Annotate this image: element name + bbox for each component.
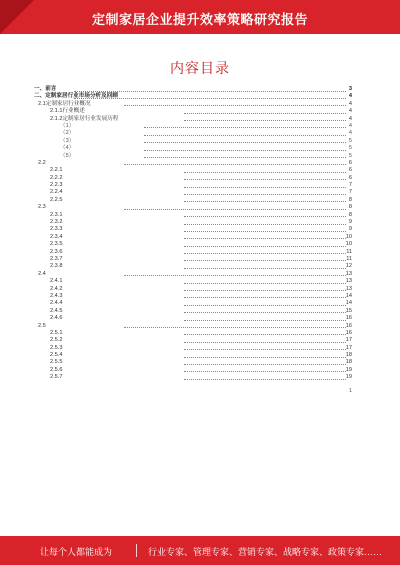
toc-entry-page: 9 — [348, 226, 352, 233]
toc-entry-page: 5 — [348, 152, 352, 159]
toc-entry-page: 7 — [348, 182, 352, 189]
toc-leader-dots — [184, 283, 346, 284]
toc-entry-page: 13 — [345, 270, 352, 277]
toc-entry-title: 前言 — [45, 86, 57, 92]
toc-leader-dots — [124, 209, 346, 210]
toc-entry-number: 2.5.2 — [50, 337, 63, 344]
toc-entry[interactable] — [34, 175, 352, 182]
toc-entry-number: （1） — [60, 122, 75, 129]
toc-entry-number: 2.4.2 — [50, 285, 63, 292]
toc-leader-dots — [144, 135, 346, 136]
toc-leader-dots — [74, 98, 346, 99]
toc-entry[interactable] — [34, 145, 352, 152]
toc-entry-page: 7 — [348, 189, 352, 196]
toc-leader-dots — [144, 142, 346, 143]
toc-entry[interactable] — [34, 130, 352, 137]
toc-entry-number: 2.2.5 — [50, 196, 63, 203]
toc-entry-page: 4 — [348, 130, 352, 137]
toc-entry[interactable] — [34, 352, 352, 359]
toc-leader-dots — [184, 253, 346, 254]
toc-entry[interactable] — [34, 330, 352, 337]
toc-entry-number: 2.4.4 — [50, 300, 63, 307]
toc-leader-dots — [144, 150, 346, 151]
toc-entry-number: 2.5 — [38, 322, 46, 329]
toc-entry-number: （2） — [60, 130, 75, 137]
toc-leader-dots — [184, 113, 346, 114]
toc-entry[interactable] — [34, 160, 352, 167]
toc-entry[interactable] — [34, 278, 352, 285]
toc-entry-number: 2.1 — [38, 100, 46, 107]
footer-banner — [0, 536, 400, 565]
toc-entry-page: 6 — [348, 159, 352, 166]
toc-entry-page: 10 — [345, 241, 352, 248]
footer-slogan: 让每个人都能成为 — [40, 547, 113, 557]
toc-entry[interactable] — [34, 167, 352, 174]
toc-leader-dots — [184, 357, 346, 358]
toc-entry-number: 2.5.1 — [50, 329, 63, 336]
toc-entry-number: 2.2.1 — [50, 167, 63, 174]
toc-entry-page: 13 — [345, 285, 352, 292]
toc-entry-number: 2.2.4 — [50, 189, 63, 196]
toc-entry-number: 2.3.1 — [50, 211, 63, 218]
toc-entry[interactable] — [34, 153, 352, 160]
toc-entry[interactable] — [34, 388, 352, 395]
toc-entry-page: 6 — [348, 167, 352, 174]
table-of-contents — [34, 86, 352, 395]
toc-entry[interactable] — [34, 374, 352, 381]
toc-entry[interactable] — [34, 337, 352, 344]
toc-entry-number: 2.5.6 — [50, 366, 63, 373]
toc-entry-page: 4 — [348, 115, 352, 122]
toc-entry-page: 4 — [348, 108, 352, 115]
toc-leader-dots — [184, 172, 346, 173]
toc-leader-dots — [184, 224, 346, 225]
toc-entry-number: 2.1.1 — [50, 108, 63, 115]
toc-entry-page: 1 — [348, 387, 352, 394]
toc-leader-dots — [124, 164, 346, 165]
toc-entry[interactable] — [34, 123, 352, 130]
toc-entry-page: 18 — [345, 359, 352, 366]
toc-leader-dots — [184, 349, 346, 350]
toc-entry-number: 2.5.3 — [50, 344, 63, 351]
toc-entry-number: 2.3.4 — [50, 233, 63, 240]
toc-entry[interactable] — [34, 189, 352, 196]
toc-entry[interactable] — [34, 256, 352, 263]
toc-entry-page: 16 — [345, 329, 352, 336]
toc-leader-dots — [144, 157, 346, 158]
toc-entry-page: 14 — [345, 292, 352, 299]
toc-leader-dots — [184, 364, 346, 365]
toc-leader-dots — [184, 179, 346, 180]
toc-entry[interactable] — [34, 108, 352, 115]
toc-leader-dots — [184, 312, 346, 313]
toc-entry[interactable] — [34, 293, 352, 300]
toc-heading: 内容目录 — [170, 60, 230, 76]
toc-entry-page: 18 — [345, 352, 352, 359]
toc-entry-number: 2.2 — [38, 159, 46, 166]
toc-leader-dots — [184, 379, 346, 380]
header-banner — [0, 0, 400, 34]
report-title: 定制家居企业提升效率策略研究报告 — [91, 12, 308, 27]
toc-entry[interactable] — [34, 315, 352, 322]
toc-entry-title: 行业概述 — [62, 108, 85, 115]
toc-entry-title: 定制家居行业概况 — [45, 100, 91, 107]
toc-entry-number: 2.2.2 — [50, 174, 63, 181]
toc-entry-page: 4 — [348, 122, 352, 129]
toc-entry-number: 2.3.2 — [50, 219, 63, 226]
toc-entry-page: 8 — [348, 211, 352, 218]
toc-entry-page: 19 — [345, 374, 352, 381]
toc-entry-number: （3） — [60, 137, 75, 144]
toc-entry[interactable] — [34, 138, 352, 145]
toc-entry[interactable] — [34, 300, 352, 307]
toc-entry[interactable] — [34, 249, 352, 256]
toc-leader-dots — [184, 297, 346, 298]
toc-entry-page: 8 — [348, 196, 352, 203]
toc-entry-title: 定制家居行业市场分析及回顾 — [45, 93, 118, 100]
toc-entry[interactable] — [34, 197, 352, 204]
toc-leader-dots — [184, 371, 346, 372]
toc-entry-number: 2.3 — [38, 204, 46, 211]
toc-entry-page: 5 — [348, 137, 352, 144]
toc-entry-page: 11 — [346, 248, 352, 255]
toc-entry[interactable] — [34, 116, 352, 123]
toc-leader-dots — [184, 120, 346, 121]
toc-entry-number: 2.3.3 — [50, 226, 63, 233]
toc-entry[interactable] — [34, 271, 352, 278]
toc-entry-number: 2.3.7 — [50, 255, 63, 262]
toc-entry-page: 19 — [345, 366, 352, 373]
toc-entry-number: 一、 — [34, 86, 46, 92]
toc-leader-dots — [74, 91, 346, 92]
toc-entry[interactable] — [34, 367, 352, 374]
toc-entry[interactable] — [34, 286, 352, 293]
toc-entry-number: 2.3.5 — [50, 241, 63, 248]
toc-entry-number: 2.5.7 — [50, 374, 63, 381]
toc-entry[interactable] — [34, 263, 352, 270]
toc-entry-page: 15 — [345, 307, 352, 314]
footer-tagline: 行业专家、管理专家、营销专家、战略专家、政策专家…… — [148, 547, 383, 557]
toc-entry-page: 11 — [346, 255, 352, 262]
toc-leader-dots — [184, 305, 346, 306]
toc-leader-dots — [184, 194, 346, 195]
toc-leader-dots — [184, 201, 346, 202]
toc-entry-title: 定制家居行业发展历程 — [62, 115, 119, 122]
toc-entry-number: 2.1.2 — [50, 115, 63, 122]
toc-entry[interactable] — [34, 182, 352, 189]
toc-entry-number: 二、 — [34, 93, 46, 100]
toc-leader-dots — [124, 327, 346, 328]
toc-entry-number: 2.4.5 — [50, 307, 63, 314]
toc-entry-number: 2.5.4 — [50, 352, 63, 359]
toc-entry[interactable] — [34, 226, 352, 233]
toc-leader-dots — [124, 275, 346, 276]
toc-leader-dots — [184, 231, 346, 232]
toc-entry-page: 16 — [345, 315, 352, 322]
toc-entry-page: 6 — [348, 174, 352, 181]
toc-leader-dots — [184, 187, 346, 188]
toc-entry-page: 9 — [348, 219, 352, 226]
toc-entry[interactable] — [34, 212, 352, 219]
toc-leader-dots — [184, 342, 346, 343]
toc-entry-page: 5 — [348, 145, 352, 152]
toc-leader-dots — [184, 268, 346, 269]
toc-entry[interactable] — [34, 234, 352, 241]
toc-entry-number: （5） — [60, 152, 75, 159]
toc-entry-page: 13 — [345, 278, 352, 285]
toc-entry[interactable] — [34, 345, 352, 352]
toc-leader-dots — [184, 238, 346, 239]
toc-entry-page: 12 — [345, 263, 352, 270]
toc-entry-number: 2.5.5 — [50, 359, 63, 366]
toc-entry-page: 17 — [345, 344, 352, 351]
toc-entry-page: 10 — [345, 233, 352, 240]
toc-entry[interactable] — [34, 219, 352, 226]
toc-entry-number: 2.4 — [38, 270, 46, 277]
toc-entry-number: 2.2.3 — [50, 182, 63, 189]
toc-entry-page: 4 — [348, 93, 352, 100]
toc-entry-page: 16 — [345, 322, 352, 329]
toc-entry-page: 14 — [345, 300, 352, 307]
toc-leader-dots — [184, 334, 346, 335]
toc-leader-dots — [184, 246, 346, 247]
toc-leader-dots — [184, 216, 346, 217]
toc-entry[interactable] — [34, 359, 352, 366]
toc-entry[interactable] — [34, 204, 352, 211]
toc-entry-page: 4 — [348, 100, 352, 107]
toc-leader-dots — [184, 260, 346, 261]
toc-entry-number: 2.4.1 — [50, 278, 63, 285]
toc-leader-dots — [124, 105, 346, 106]
toc-entry-page: 17 — [345, 337, 352, 344]
toc-entry-number: 2.3.6 — [50, 248, 63, 255]
toc-entry[interactable] — [34, 308, 352, 315]
toc-entry-page: 3 — [348, 86, 352, 92]
footer-divider — [136, 544, 137, 557]
toc-entry[interactable] — [34, 93, 352, 100]
toc-entry[interactable] — [34, 241, 352, 248]
toc-entry-number: 2.4.3 — [50, 292, 63, 299]
toc-entry-number: （4） — [60, 145, 75, 152]
toc-entry-number: 2.3.8 — [50, 263, 63, 270]
toc-leader-dots — [184, 290, 346, 291]
toc-leader-dots — [144, 127, 346, 128]
toc-entry-number: 2.4.6 — [50, 315, 63, 322]
toc-leader-dots — [184, 320, 346, 321]
toc-entry[interactable] — [34, 323, 352, 330]
toc-entry-page: 8 — [348, 204, 352, 211]
